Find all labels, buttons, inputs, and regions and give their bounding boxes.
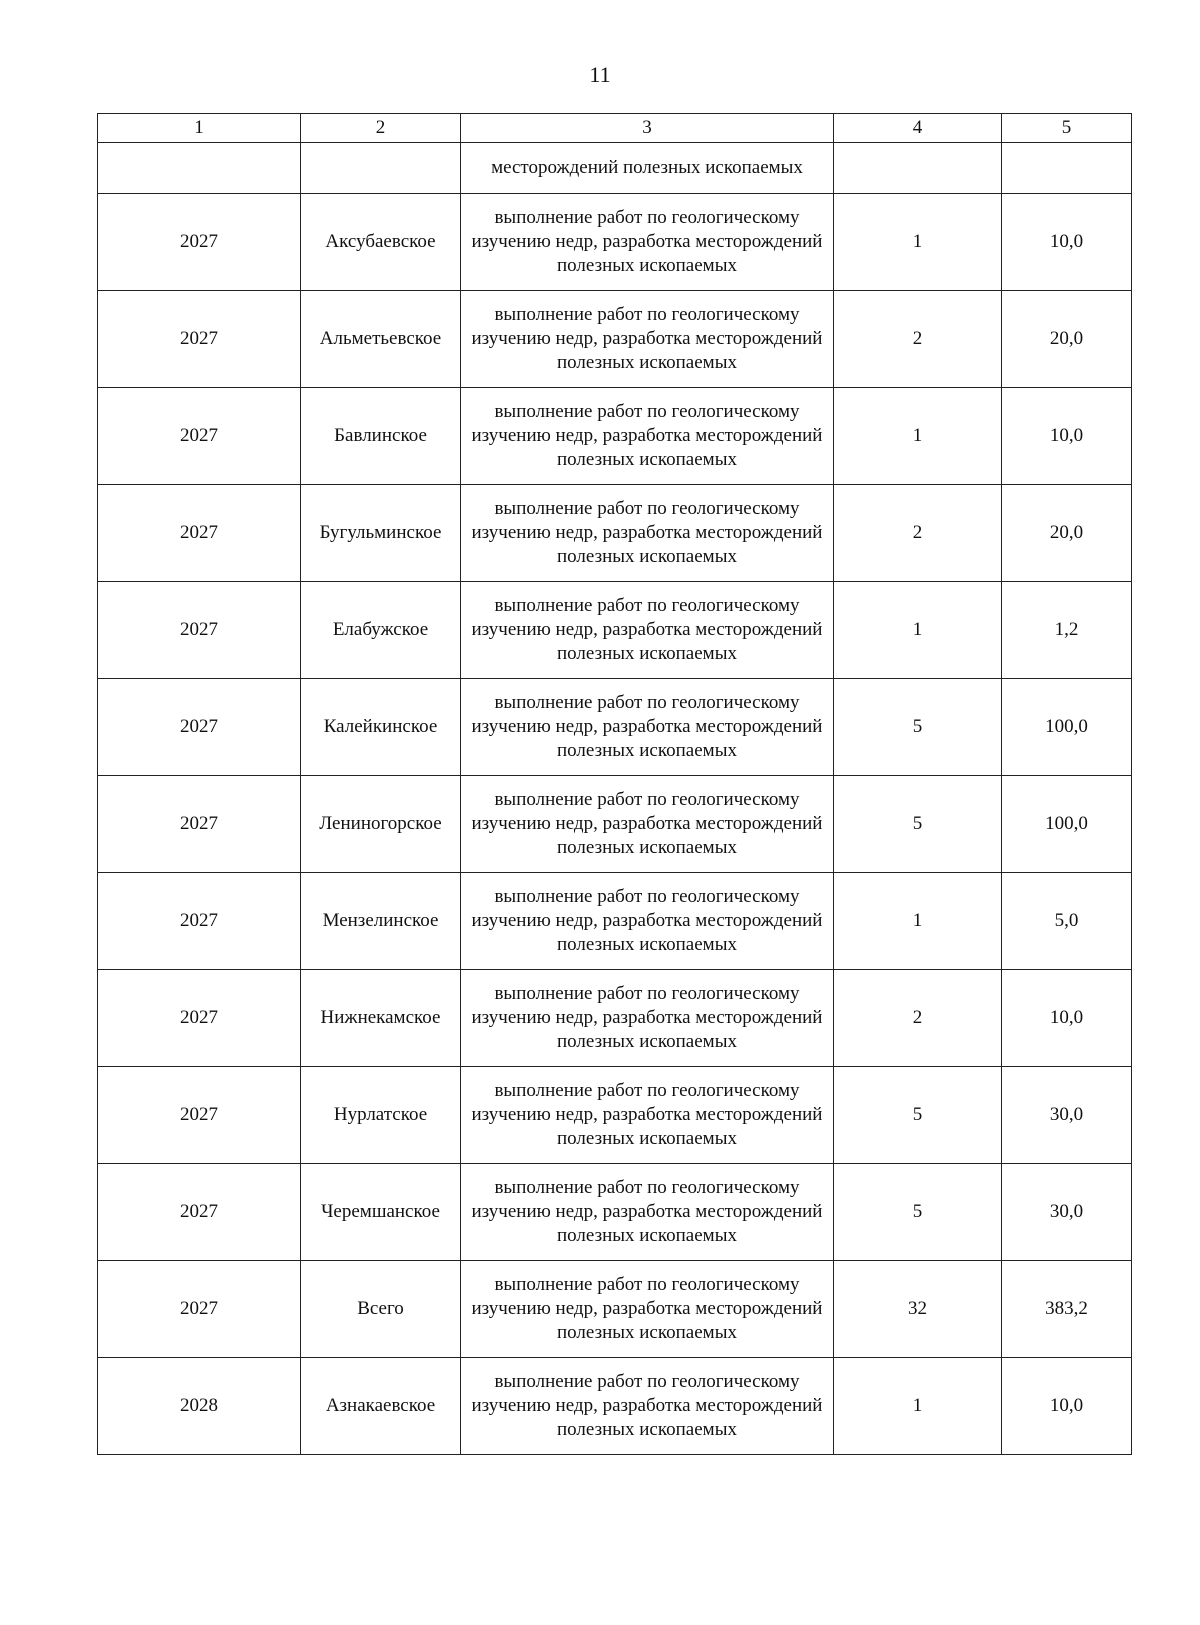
table-row	[98, 582, 1132, 679]
cell-year: 2027	[98, 582, 301, 679]
cell-year: 2028	[98, 1358, 301, 1455]
cell-activity: выполнение работ по геологическому изучению недр, разработка месторождений полезных ископаемых	[461, 1067, 834, 1164]
cell-district: Аксубаевское	[301, 194, 461, 291]
table-row	[98, 291, 1132, 388]
cell-district: Нижнекамское	[301, 970, 461, 1067]
table-row	[98, 1358, 1132, 1455]
cell-activity: выполнение работ по геологическому изучению недр, разработка месторождений полезных ископаемых	[461, 388, 834, 485]
cell-count: 2	[834, 970, 1002, 1067]
cell-year: 2027	[98, 1164, 301, 1261]
cell-activity: выполнение работ по геологическому изучению недр, разработка месторождений полезных ископаемых	[461, 1261, 834, 1358]
cell-count: 5	[834, 1164, 1002, 1261]
cell-empty	[98, 143, 301, 194]
table-row	[98, 970, 1132, 1067]
cell-district: Лениногорское	[301, 776, 461, 873]
cell-year: 2027	[98, 873, 301, 970]
cell-district: Елабужское	[301, 582, 461, 679]
cell-district: Мензелинское	[301, 873, 461, 970]
cell-district: Всего	[301, 1261, 461, 1358]
cell-activity: выполнение работ по геологическому изучению недр, разработка месторождений полезных ископаемых	[461, 873, 834, 970]
cell-year: 2027	[98, 1067, 301, 1164]
cell-amount: 100,0	[1002, 679, 1132, 776]
cell-district: Нурлатское	[301, 1067, 461, 1164]
cell-year: 2027	[98, 1261, 301, 1358]
table-row	[98, 1261, 1132, 1358]
cell-count: 1	[834, 582, 1002, 679]
cell-activity: выполнение работ по геологическому изучению недр, разработка месторождений полезных ископаемых	[461, 291, 834, 388]
cell-year: 2027	[98, 970, 301, 1067]
table-row	[98, 194, 1132, 291]
cell-year: 2027	[98, 291, 301, 388]
cell-empty	[301, 143, 461, 194]
table-row	[98, 776, 1132, 873]
table-row	[98, 388, 1132, 485]
cell-amount: 30,0	[1002, 1164, 1132, 1261]
cell-amount: 30,0	[1002, 1067, 1132, 1164]
cell-year: 2027	[98, 776, 301, 873]
cell-activity: выполнение работ по геологическому изучению недр, разработка месторождений полезных ископаемых	[461, 194, 834, 291]
header-col-1: 1	[98, 114, 301, 143]
table-row	[98, 679, 1132, 776]
cell-count: 5	[834, 776, 1002, 873]
header-col-5: 5	[1002, 114, 1132, 143]
cell-activity: выполнение работ по геологическому изучению недр, разработка месторождений полезных ископаемых	[461, 1164, 834, 1261]
header-col-4: 4	[834, 114, 1002, 143]
cell-district: Бавлинское	[301, 388, 461, 485]
table-row	[98, 1067, 1132, 1164]
cell-count: 5	[834, 679, 1002, 776]
cell-year: 2027	[98, 679, 301, 776]
cell-count: 2	[834, 291, 1002, 388]
table-row	[98, 1164, 1132, 1261]
header-col-3: 3	[461, 114, 834, 143]
table-row	[98, 873, 1132, 970]
page-number: 11	[589, 62, 611, 87]
cell-amount: 383,2	[1002, 1261, 1132, 1358]
cell-activity: выполнение работ по геологическому изучению недр, разработка месторождений полезных ископаемых	[461, 679, 834, 776]
header-row	[98, 114, 1132, 143]
cell-amount: 10,0	[1002, 970, 1132, 1067]
cell-district: Альметьевское	[301, 291, 461, 388]
cell-count: 1	[834, 194, 1002, 291]
cell-count: 32	[834, 1261, 1002, 1358]
cell-amount: 20,0	[1002, 485, 1132, 582]
cell-amount: 10,0	[1002, 388, 1132, 485]
cell-activity: выполнение работ по геологическому изучению недр, разработка месторождений полезных ископаемых	[461, 582, 834, 679]
cell-district: Черемшанское	[301, 1164, 461, 1261]
cell-amount: 20,0	[1002, 291, 1132, 388]
cell-district: Бугульминское	[301, 485, 461, 582]
cell-count: 5	[834, 1067, 1002, 1164]
cell-activity: выполнение работ по геологическому изучению недр, разработка месторождений полезных ископаемых	[461, 485, 834, 582]
cell-empty	[1002, 143, 1132, 194]
cell-amount: 100,0	[1002, 776, 1132, 873]
cell-activity: месторождений полезных ископаемых	[461, 143, 834, 194]
cell-year: 2027	[98, 485, 301, 582]
cell-activity: выполнение работ по геологическому изучению недр, разработка месторождений полезных ископаемых	[461, 970, 834, 1067]
cell-count: 1	[834, 1358, 1002, 1455]
cell-count: 2	[834, 485, 1002, 582]
cell-activity: выполнение работ по геологическому изучению недр, разработка месторождений полезных ископаемых	[461, 776, 834, 873]
cell-amount: 10,0	[1002, 1358, 1132, 1455]
cell-amount: 1,2	[1002, 582, 1132, 679]
table-row	[98, 485, 1132, 582]
cell-count: 1	[834, 873, 1002, 970]
data-table	[97, 113, 1132, 1455]
cell-amount: 5,0	[1002, 873, 1132, 970]
header-col-2: 2	[301, 114, 461, 143]
cell-empty	[834, 143, 1002, 194]
cell-activity: выполнение работ по геологическому изучению недр, разработка месторождений полезных ископаемых	[461, 1358, 834, 1455]
continued-row	[98, 143, 1132, 194]
cell-district: Калейкинское	[301, 679, 461, 776]
cell-count: 1	[834, 388, 1002, 485]
cell-district: Азнакаевское	[301, 1358, 461, 1455]
cell-amount: 10,0	[1002, 194, 1132, 291]
cell-year: 2027	[98, 388, 301, 485]
cell-year: 2027	[98, 194, 301, 291]
